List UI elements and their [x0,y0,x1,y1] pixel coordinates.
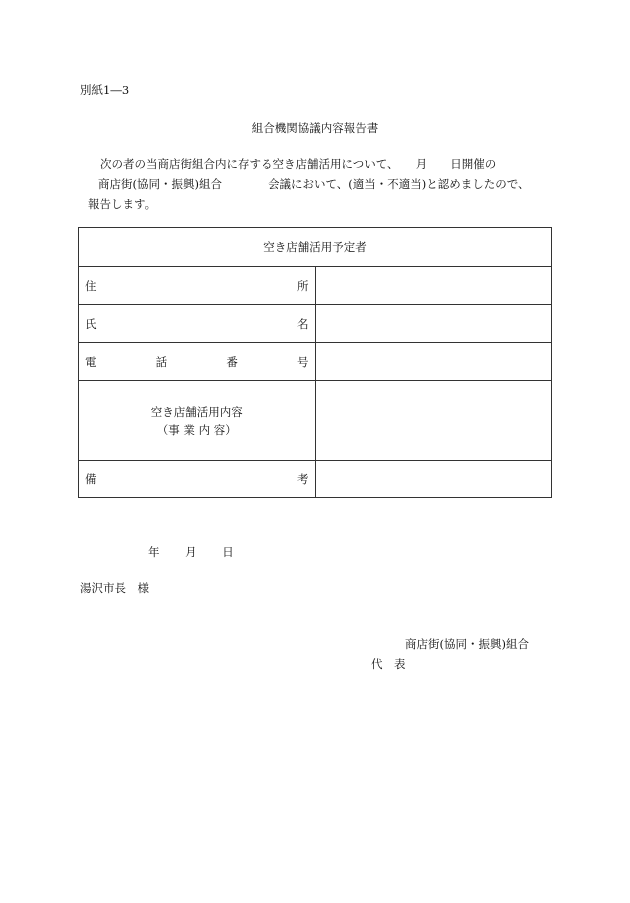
table-row-remarks [79,461,552,498]
phone-label-char-1: 電 [85,354,97,369]
remarks-field[interactable] [315,461,552,498]
body-paragraph-2: 商店街(協同・振興)組合 会議において、(適当・不適当)と認めましたので、 [98,177,530,191]
phone-label-char-2: 話 [155,354,168,369]
remarks-label-char-1: 備 [85,472,97,486]
address-field[interactable] [315,267,552,305]
body-paragraph-1: 次の者の当商店街組合内に存する空き店舗活用について、 月 日開催の [100,157,497,171]
table-header: 空き店舗活用予定者 [79,228,552,267]
name-label-char-1: 氏 [85,316,97,331]
association-name: 商店街(協同・振興)組合 [405,637,529,651]
remarks-label [79,461,316,498]
representative-label: 代 表 [371,657,406,671]
document-title: 組合機関協議内容報告書 [251,121,379,135]
attachment-number: 別紙1―3 [80,83,130,97]
business-field[interactable] [315,381,552,461]
table-row-address [79,267,552,305]
address-label-char-2: 所 [297,278,309,293]
business-label [79,381,316,461]
name-label-char-2: 名 [297,316,309,331]
remarks-label-char-2: 考 [297,472,309,486]
phone-label-char-3: 番 [226,354,238,369]
phone-label [79,343,316,381]
address-label [79,267,316,305]
business-label-line-1: 空き店舗活用内容 [150,404,243,419]
table-header-row [79,228,552,267]
phone-field[interactable] [315,343,552,381]
name-label [79,305,316,343]
table-row-name [79,305,552,343]
name-field[interactable] [315,305,552,343]
table-row-phone [79,343,552,381]
table-row-business [79,381,552,461]
applicant-form-table [78,227,552,498]
address-label-char-1: 住 [85,278,97,293]
body-paragraph-3: 報告します。 [88,197,157,211]
recipient: 湯沢市長 様 [80,581,149,595]
date-line: 年 月 日 [148,545,234,559]
phone-label-char-4: 号 [296,354,309,369]
business-label-line-2: （事 業 内 容） [156,422,237,437]
